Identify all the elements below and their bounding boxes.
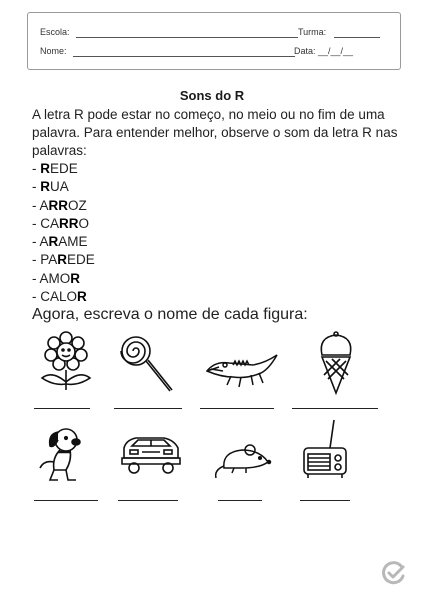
mouse-icon [212,440,274,480]
class-label: Turma: [298,27,327,37]
word-part: PA [40,252,58,268]
radio-icon [300,418,350,480]
word-item [32,288,95,306]
r-highlight: RR [48,197,69,213]
r-highlight: R [40,179,50,195]
word-part: UA [50,179,69,195]
r-highlight: R [77,289,87,305]
date-field[interactable]: __/__/__ [318,46,354,56]
answer-line-ice-cream[interactable] [292,408,378,409]
word-item [32,251,95,269]
car-icon [118,428,184,476]
r-highlight: RR [59,215,79,231]
word-item [32,233,95,251]
answer-line-lollipop[interactable] [114,408,182,409]
alligator-icon [203,343,281,389]
word-part: A [39,197,49,213]
word-item [32,215,95,233]
worksheet-title: Sons do R [179,88,245,103]
word-part: AMO [39,270,71,286]
word-part: AME [58,234,88,250]
name-label: Nome: [40,46,67,56]
dash: - [32,289,41,305]
dash: - [32,197,40,213]
r-highlight: R [48,234,59,250]
answer-line-flower[interactable] [34,408,90,409]
answer-line-mouse[interactable] [218,500,262,501]
answer-line-alligator[interactable] [200,408,274,409]
dash: - [32,234,40,250]
word-list [32,160,95,306]
word-item [32,178,95,196]
answer-line-car[interactable] [118,500,178,501]
dash: - [32,179,41,195]
dog-icon [36,424,88,484]
school-field[interactable] [76,37,298,38]
name-field[interactable] [73,56,295,57]
dash: - [32,215,41,231]
r-highlight: R [57,252,68,268]
lollipop-icon [118,333,174,395]
instruction-text: Agora, escreva o nome de cada figura: [32,306,308,323]
school-label: Escola: [40,27,70,37]
word-part: O [78,215,90,231]
word-part: EDE [50,161,78,176]
r-highlight: R [70,270,81,286]
r-highlight: R [40,161,50,176]
dash: - [32,252,41,268]
word-part: CALO [40,289,78,305]
word-item [32,270,95,288]
intro-paragraph: A letra R pode estar no começo, no meio ou no fim de uma palavra. Para entender melhor, observe o som da letra R nas palavras: [32,107,398,158]
word-item [32,160,95,178]
class-field[interactable] [334,37,380,38]
dash: - [32,161,41,176]
dash: - [32,270,40,286]
answer-line-radio[interactable] [300,500,350,501]
word-part: A [39,234,49,250]
word-part: EDE [67,252,95,268]
word-item [32,197,95,215]
check-logo-icon [381,560,407,586]
word-part: CA [40,215,60,231]
student-info-box [27,12,401,70]
ice-cream-icon [314,331,358,395]
word-part: OZ [68,197,87,213]
answer-line-dog[interactable] [34,500,98,501]
flower-icon [36,330,96,392]
date-label: Data: [294,46,316,56]
